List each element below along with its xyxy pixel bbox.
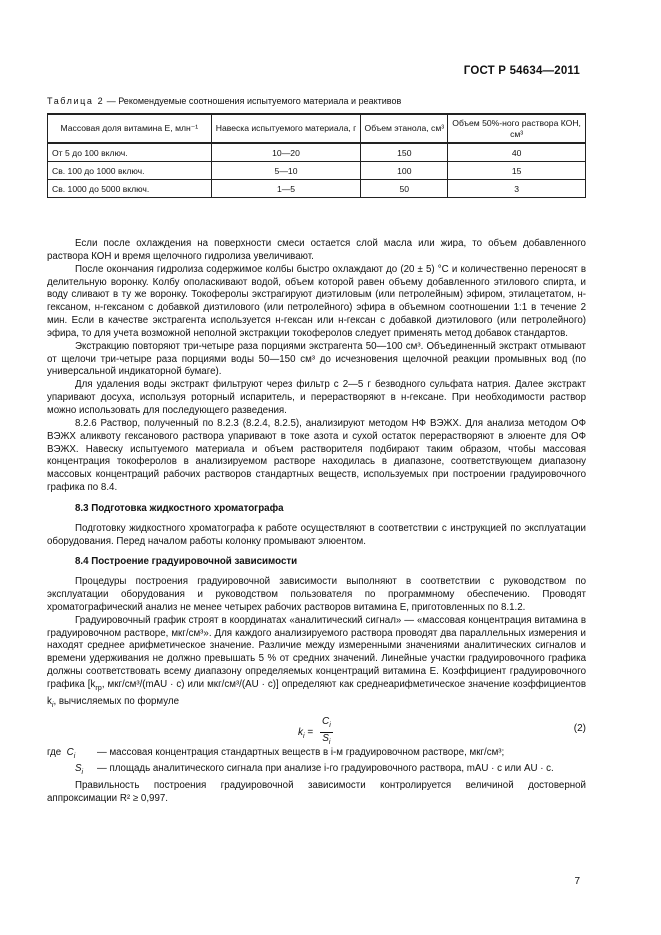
- formula-lhs: k: [298, 726, 303, 738]
- table-header-cell: Массовая доля витамина Е, млн⁻¹: [48, 114, 212, 143]
- table-cell: 150: [361, 143, 448, 162]
- table-cell: 3: [448, 180, 586, 198]
- paragraph: Процедуры построения градуировочной зависимости выполняют в соответствии с руководством по эксплуатации оборудования и руководством пользователя по программному обеспечению. Проводят хроматографический анализ не менее четырех рабочих растворов витамина Е, приготовленных по 8.1.2.: [47, 576, 586, 613]
- legend-symbol: S: [75, 763, 82, 775]
- table-caption-text: — Рекомендуемые соотношения испытуемого материала и реактивов: [104, 96, 402, 106]
- table-row: [48, 143, 586, 162]
- formula-lhs-sub: i: [303, 732, 305, 740]
- legend-symbol-sub: i: [73, 752, 76, 760]
- table-cell: Св. 100 до 1000 включ.: [48, 162, 212, 180]
- table-cell: 10—20: [211, 143, 361, 162]
- paragraph: 8.2.6 Раствор, полученный по 8.2.3 (8.2.4, 8.2.5), анализируют методом НФ ВЭЖХ. Для анализа методом ОФ ВЭЖХ аликвоту гексанового раствора упаривают в токе азота и сухой остаток перерастворяют в элюенте для ОФ ВЭЖХ. Навеску испытуемого материала и объем растворителя подбирают таким образом, чтобы массовая концентрация токоферолов в анализируемом растворе находилась в диапазоне, соответствующем диапазону массовых концентраций рабочих растворов стандартных веществ, используемых при построении градуировочного графика по 8.4.: [47, 417, 586, 494]
- table-cell: 15: [448, 162, 586, 180]
- text-run: Градуировочный график строят в координатах «аналитический сигнал» — «массовая концентрация витамина в градуировочном растворе, мкг/см³». Для каждого анализируемого раствора проводят два параллельных измерения и находят среднее арифметическое значение. Различие между измеренными значениями аналитических сигналов и времени удерживания не должно превышать 5 % от средних значений. Линейные участки градуировочного графика должны соответствовать всему диапазону определяемых концентраций витамина Е. Коэффициент градуировочного графика [k: [47, 614, 586, 690]
- subscript: гр: [95, 684, 102, 692]
- paragraph: Правильность построения градуировочной зависимости контролируется величиной достоверной аппроксимации R² ≥ 0,997.: [47, 780, 586, 804]
- formula-eq: =: [304, 726, 316, 738]
- formula-fraction: [320, 716, 333, 749]
- legend-text: — площадь аналитического сигнала при анализе i-го градуировочного раствора, mAU · с или AU · с.: [97, 763, 554, 775]
- paragraph: Экстракцию повторяют три-четыре раза порциями экстрагента 50—100 см³. Объединенный экстракт отмывают от щелочи три-четыре раза порциями воды 50—150 см³ до исчезновения щелочной реакции промывных вод (по универсальной индикаторной бумаге).: [47, 340, 586, 378]
- paragraph: Если после охлаждения на поверхности смеси остается слой масла или жира, то объем добавленного раствора КОН и время щелочного гидролиза увеличивают.: [47, 238, 586, 262]
- table-row: [48, 162, 586, 180]
- paragraph: Подготовку жидкостного хроматографа к работе осуществляют в соответствии с инструкцией по эксплуатации оборудования. Перед началом работы колонку промывают элюентом.: [47, 522, 586, 547]
- table-caption: [47, 96, 401, 106]
- text-run: , вычисляемых по формуле: [53, 695, 179, 707]
- table-header-cell: Объем 50%-ного раствора КОН, см³: [448, 114, 586, 143]
- text-run: , мкг/см³/(mAU · с) или мкг/см³/(AU · с)] определяют как среднеарифметическое значение коэффициентов k: [47, 679, 586, 707]
- formula-num-sub: i: [329, 721, 331, 729]
- table-caption-label: Таблица 2: [47, 96, 105, 106]
- formula-den-sub: i: [328, 738, 331, 746]
- formula-number: (2): [573, 722, 586, 734]
- standard-number: ГОСТ Р 54634—2011: [463, 65, 580, 77]
- table-cell: 100: [361, 162, 448, 180]
- paragraph: После окончания гидролиза содержимое колбы быстро охлаждают до (20 ± 5) °С и количественно переносят в делительную воронку. Колбу ополаскивают водой, объем которой равен объему добавленного этилового спирта, и воду сливают в ту же воронку. Токоферолы экстрагируют диэтиловым (или петролейным) эфиром, этилацетатом, н-гексаном, н-гексаном с добавкой диэтилового (или петролейного) эфира в объемном соотношении 1:1 в течение 2 мин. Если в качестве экстрагента используется н-гексан или н-гексан с добавкой диэтилового (или петролейного) эфира, то для учета возможной неполной экстракции токоферолов следует применять метод добавок стандартов.: [47, 263, 586, 339]
- table-cell: От 5 до 100 включ.: [48, 143, 212, 162]
- table-header-cell: Объем этанола, см³: [361, 114, 448, 143]
- section-heading: 8.3 Подготовка жидкостного хроматографа: [75, 502, 284, 514]
- table-cell: 40: [448, 143, 586, 162]
- table-row: [48, 180, 586, 198]
- formula-numerator: C: [321, 715, 330, 727]
- legend-symbol-sub: i: [81, 769, 84, 777]
- formula-legend: [47, 747, 586, 781]
- legend-row: [47, 763, 586, 780]
- document-body: [47, 238, 586, 806]
- legend-symbol: C: [66, 746, 74, 758]
- reagent-ratio-table: [47, 113, 586, 198]
- paragraph: Для удаления воды экстракт фильтруют через фильтр с 2—5 г безводного сульфата натрия. Далее экстракт упаривают досуха, используя роторный испаритель, и перерастворяют в н-гексане. При необходимости раствор можно использовать для последующего разведения.: [47, 379, 586, 416]
- page-number: 7: [574, 876, 580, 887]
- table-cell: 1—5: [211, 180, 361, 198]
- table-cell: 50: [361, 180, 448, 198]
- subscript: i: [51, 701, 54, 709]
- table-cell: Св. 1000 до 5000 включ.: [48, 180, 212, 198]
- table-header-row: [48, 114, 586, 143]
- paragraph: [47, 615, 586, 713]
- table-cell: 5—10: [211, 162, 361, 180]
- formula-denominator: S: [322, 732, 329, 744]
- table-header-cell: Навеска испытуемого материала, г: [211, 114, 361, 143]
- formula-2: [47, 713, 586, 747]
- legend-row: [47, 747, 586, 764]
- legend-text: — массовая концентрация стандартных веществ в i-м градуировочном растворе, мкг/см³;: [97, 746, 505, 758]
- section-heading: 8.4 Построение градуировочной зависимости: [75, 556, 298, 568]
- where-word: где: [47, 746, 62, 758]
